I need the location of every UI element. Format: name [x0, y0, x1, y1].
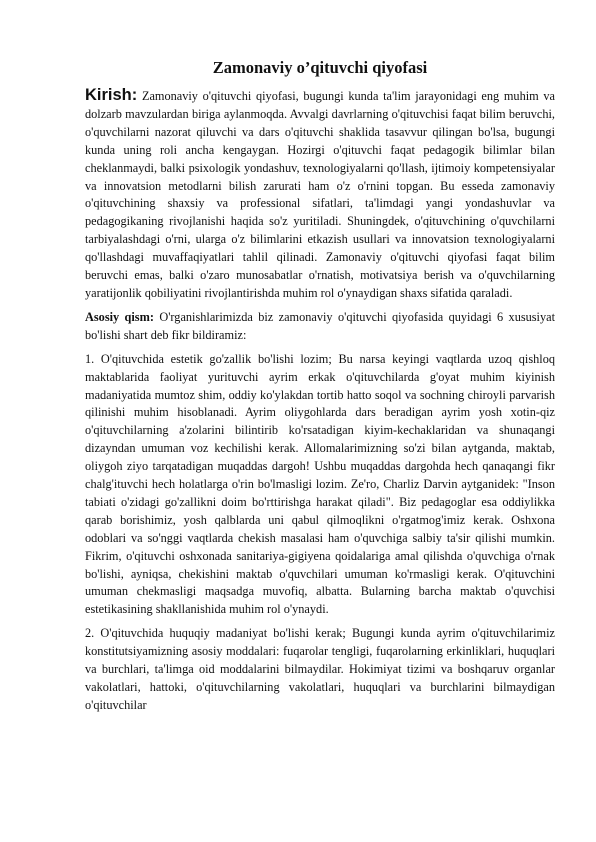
main-label: Asosiy qism: — [85, 309, 154, 324]
document-title: Zamonaviy o’qituvchi qiyofasi — [212, 58, 428, 77]
intro-paragraph — [85, 87, 555, 303]
point-1-paragraph: 1. O'qituvchida estetik go'zallik bo'lishi lozim; Bu narsa keyingi vaqtlarda uzoq qishloq maktablarida faoliyat yurituvchi ayrim erkak o'qituvchilarda g'oyat muhim kiyinish madaniyatida mumtoz shim, oddiy ko'ylakdan tortib hatto soqol va sochning chiroyli parvarish qilinishi muhim hisoblanadi. Ayrim oliygohlarda dars beradigan ayrim yosh xotin-qiz o'qituvchilarning a'zolarini bilintirib ko'rsatadigan kiyim-kechaklaridan va shunaqangi dizayndan umuman voz kechilishi kerak. Allomalarimizning so'zi bilan aytganda, maktab, oliygoh ziyo tarqatadigan muqaddas dargoh! Ushbu muqaddas dargohda hech qanaqangi fikr chalg'ituvchi hech holatlarga o'rin bo'lmasligi lozim. Ze'ro, Charliz Darvin aytganidek: "Inson tabiati o'zidagi go'zallikni doim bo'rttirishga harakat qiladi". Biz pedagoglar esa oddiylikka qarab borishimiz, yosh qalblarda uni qabul qilmoqlikni o'rgatmog'imiz kerak. Oshxona odoblari va so'nggi vaqtlarda chekish masalasi ham o'quvchiga salbiy ta'sir qilishi mumkin. Fikrim, o'qituvchi oshxonada sanitariya-gigiyena qoidalariga amal qilishda o'quvchiga o'rnak bo'lishi, ayniqsa, chekishini maktab o'quvchilari umuman ko'rmasligi kerak. O'qituvchini umuman chekmasligi maqsadga muvofiq, albatta. Bularning barcha maktab o'quvchisi estetikasining shakllanishida muhim rol o'ynaydi. — [85, 351, 555, 617]
document-page — [85, 58, 555, 715]
main-text: O'rganishlarimizda biz zamonaviy o'qituvchi qiyofasida quyidagi 6 xususiyat bo'lishi shart deb fikr bildiramiz: — [85, 309, 556, 342]
point-2-paragraph: 2. O'qituvchida huquqiy madaniyat bo'lishi kerak; Bugungi kunda ayrim o'qituvchilarimiz konstitutsiyamizning asosiy moddalari: fuqarolar tengligi, fuqarolarning erkinliklari, huquqlari va burchlari, ta'limga oid moddalarini bilmaydilar. Hokimiyat tizimi va boshqaruv organlar vakolatlari, hattoki, o'qituvchilarning vakolatlari, huquqlari va burchlarini bilmaydigan o'qituvchilar — [85, 626, 555, 712]
intro-text: Zamonaviy o'qituvchi qiyofasi, bugungi kunda ta'lim jarayonidagi eng muhim va dolzarb mavzulardan biriga aylanmoqda. Avvalgi davrlarning o'qituvchisi faqat bilim beruvchi, o'quvchilarni nazorat qiluvchi va dars o'qituvchi shaklida tasavvur qilingan bo'lsa, bugungi kunda uning roli ancha kengaygan. Hozirgi o'qituvchi faqat pedagogik bilimlar bilan cheklanmaydi, balki psixologik yondashuv, texnologiyalarni qo'llash, ijtimoiy kompetensiyalar va innovatsion metodlarni bilish zarurati ham o'z o'rnini topgan. Bu esseda zamonaviy o'qituvchining shaxsiy va professional sifatlari, ta'limdagi yangi yondashuvlar va pedagogikaning rivojlanishi haqida so'z yuritiladi. Shuningdek, o'qituvchining o'quvchilarni tarbiyalashdagi o'rni, ularga o'z bilimlarini etkazish usullari va innovatsion texnologiyalarni qo'llashdagi muvaffaqiyatlari tahlil qilinadi. Zamonaviy o'qituvchi qiyofasi faqat bilim beruvchi emas, balki o'zaro munosabatlar o'rnatish, motivatsiya berish va o'quvchilarning yaratijonlik qobiliyatini rivojlantirishda muhim rol o'ynaydigan shaxs sifatida qaraladi. — [85, 89, 555, 300]
main-paragraph — [85, 309, 555, 345]
intro-label: Kirish: — [85, 86, 138, 104]
